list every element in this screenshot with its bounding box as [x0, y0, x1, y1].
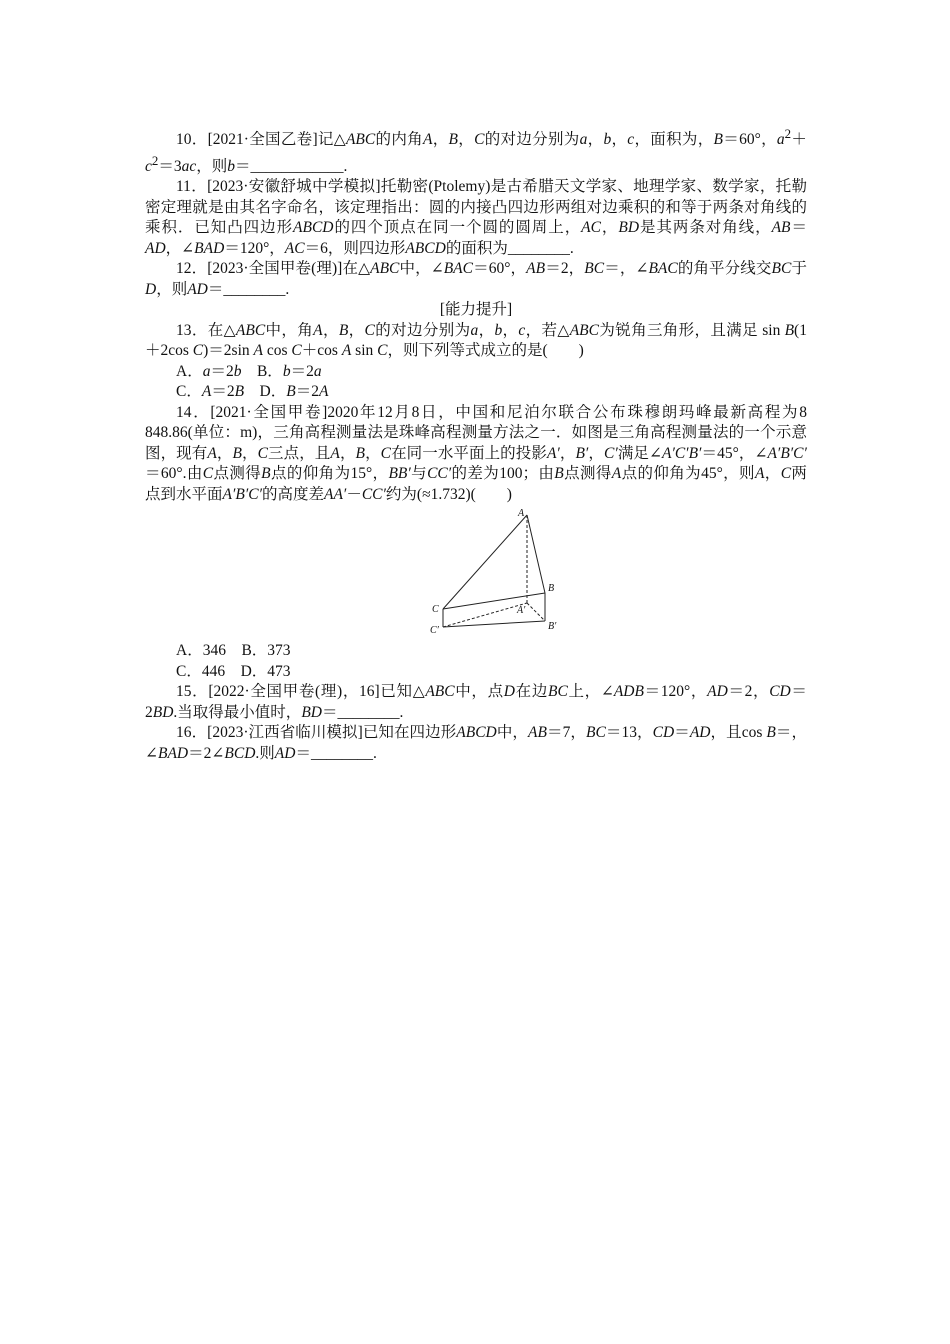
question-13-options-ab: A．a＝2b B．b＝2a [176, 362, 322, 380]
question-10: 10．[2021·全国乙卷]记△ABC的内角A，B，C的对边分别为a，b，c，面积为，B＝60°，$a^2+c^2=3ac$，则b＝____________. [145, 126, 807, 175]
edge-cp-bp [443, 621, 545, 627]
label-ap: A′ [517, 605, 526, 617]
label-b: B [548, 583, 555, 595]
question-15: 15．[2022·全国甲卷(理)，16]已知△ABC中，点D在边BC上，∠ADB＝120°，AD＝2，CD＝2BD.当取得最小值时，BD＝________. [145, 683, 807, 721]
question-12: 12．[2023·全国甲卷(理)]在△ABC中，∠BAC＝60°，AB＝2，BC＝，∠BAC的角平分线交BC于D，则AD＝________. [145, 260, 807, 298]
question-14-options-cd: C．446 D．473 [176, 662, 291, 680]
worksheet [145, 124, 807, 764]
question-13: 13．在△ABC中，角A，B，C的对边分别为a，b，c，若△ABC为锐角三角形，且满足 sin B(1＋2cos C)＝2sin A cos C＋cos A sin C，则下列等式成立的是( ) [145, 321, 807, 360]
triangulation-figure [421, 509, 561, 635]
section-heading: [能力提升] [439, 301, 513, 319]
question-14: 14．[2021·全国甲卷]2020年12月8日，中国和尼泊尔联合公布珠穆朗玛峰最新高程为8 848.86(单位：m)，三角高程测量法是珠峰高程测量方法之一．如图是三角高程测量法的一个示意图，现有A，B，C三点，且A，B，C在同一水平面上的投影A′，B′，C′满足∠A′C′B′＝45°，∠A′B′C′＝60°.由C点测得B点的仰角为15°，BB′与CC′的差为100；由B点测得A点的仰角为45°，则A，C两点到水平面A′B′C′的高度差AA′－CC′约为(≈1.732)( ) [145, 403, 807, 503]
edge-c-b [443, 593, 545, 609]
question-16: 16．[2023·江西省临川模拟]已知在四边形ABCD中，AB＝7，BC＝13，CD＝AD，且cos B＝，∠BAD＝2∠BCD.则AD＝________. [145, 724, 807, 762]
edge-a-c [443, 515, 527, 609]
question-14-options-ab: A．346 B．373 [176, 642, 291, 660]
label-a: A [518, 509, 525, 520]
edge-ap-bp [527, 603, 545, 621]
label-cp: C′ [430, 625, 439, 636]
question-11: 11．[2023·安徽舒城中学模拟]托勒密(Ptolemy)是古希腊天文学家、地理学家、数学家，托勒密定理就是由其名字命名，该定理指出：圆的内接凸四边形两组对边乘积的和等于两条对角线的乘积．已知凸四边形ABCD的四个顶点在同一个圆的圆周上，AC，BD是其两条对角线，AB＝AD，∠BAD＝120°，AC＝6，则四边形ABCD的面积为________. [145, 178, 807, 257]
edge-a-b [527, 515, 545, 593]
label-bp: B′ [548, 621, 557, 633]
question-13-options-cd: C．A＝2B D．B＝2A [176, 383, 329, 401]
label-c: C [432, 604, 439, 616]
